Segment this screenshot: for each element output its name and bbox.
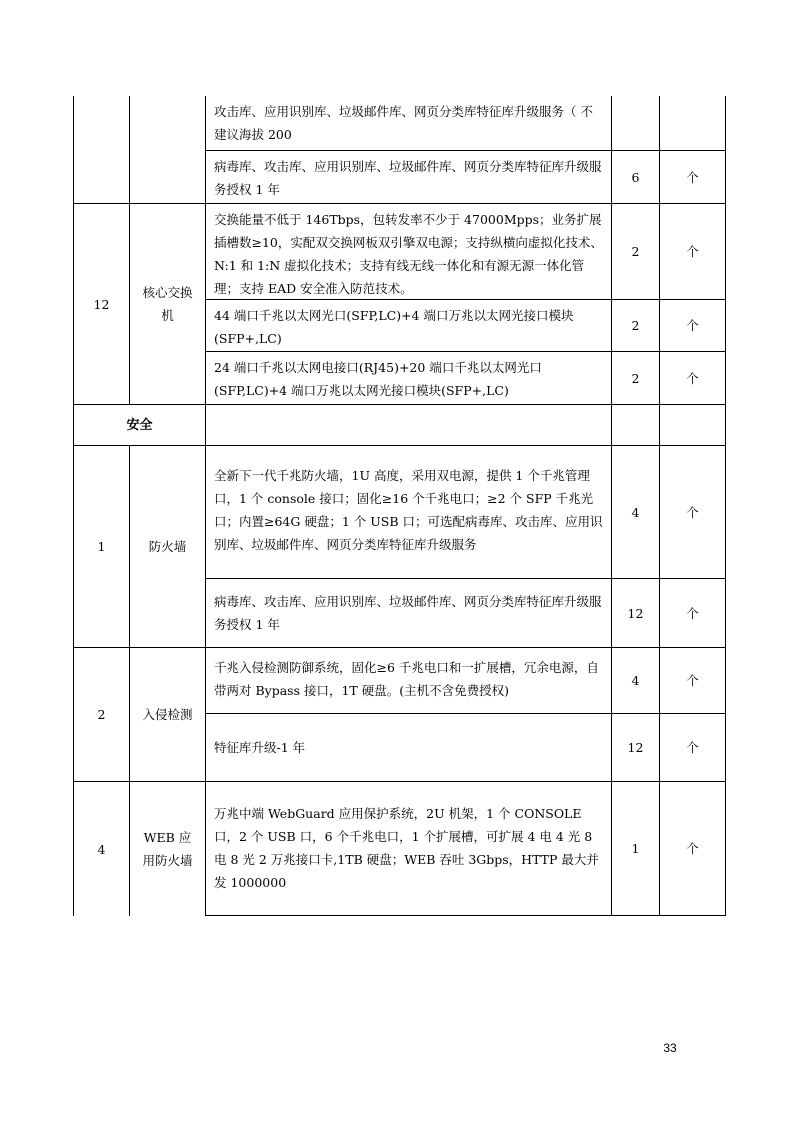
spec-description: 病毒库、攻击库、应用识别库、垃圾邮件库、网页分类库特征库升级服务授权 1 年: [214, 594, 602, 632]
quantity: 2: [631, 244, 640, 259]
unit: 个: [686, 318, 699, 333]
spec-description: 特征库升级-1 年: [214, 740, 306, 755]
unit: 个: [686, 673, 699, 688]
item-number: 4: [97, 841, 106, 857]
table-border-right: [725, 96, 726, 916]
quantity: 4: [631, 504, 640, 520]
spec-description: 攻击库、应用识别库、垃圾邮件库、网页分类库特征库升级服务（ 不建议海拔 200: [214, 104, 593, 142]
quantity: 6: [631, 169, 640, 185]
unit: 个: [686, 169, 699, 185]
spec-description: 千兆入侵检测防御系统，固化≥6 千兆电口和一扩展槽，冗余电源，自带两对 Bypass 接口，1T 硬盘。(主机不含免费授权): [214, 660, 599, 698]
item-name: 入侵检测: [142, 707, 193, 722]
item-name: WEB 应用防火墙: [142, 830, 193, 868]
spec-description: 44 端口千兆以太网光口(SFP,LC)+4 端口万兆以太网光接口模块(SFP+,LC): [214, 308, 574, 346]
quantity: 12: [627, 740, 644, 755]
section-heading: 安全: [126, 417, 153, 433]
spec-description: 24 端口千兆以太网电接口(RJ45)+20 端口千兆以太网光口(SFP,LC)+4 端口万兆以太网光接口模块(SFP+,LC): [214, 360, 542, 398]
spec-description: 全新下一代千兆防火墙，1U 高度，采用双电源，提供 1 个千兆管理口，1 个 console 接口；固化≥16 个千兆电口；≥2 个 SFP 千兆光口；内置≥64G 硬盘；1 个 USB 口；可选配病毒库、攻击库、应用识别库、垃圾邮件库、网页分类库特征库升级服务: [214, 468, 603, 552]
item-number: 1: [97, 539, 106, 554]
quantity: 1: [631, 841, 640, 856]
item-number: 12: [93, 296, 110, 312]
quantity: 12: [627, 605, 644, 621]
page-number: 33: [663, 1041, 677, 1055]
item-name: 核心交换机: [142, 285, 193, 323]
row-line: [205, 915, 726, 916]
unit: 个: [686, 244, 699, 259]
spec-description: 交换能量不低于 146Tbps，包转发率不少于 47000Mpps；业务扩展插槽数≥10，实配双交换网板双引擎双电源；支持纵横向虚拟化技术、N:1 和 1:N 虚拟化技术；支持有线无线一体化和有源无源一体化管理；支持 EAD 安全准入防范技术。: [214, 212, 603, 296]
unit: 个: [686, 370, 699, 386]
unit: 个: [686, 605, 699, 621]
unit: 个: [686, 841, 699, 856]
quantity: 2: [631, 370, 640, 386]
spec-description: 病毒库、攻击库、应用识别库、垃圾邮件库、网页分类库特征库升级服务授权 1 年: [214, 159, 602, 197]
quantity: 2: [631, 318, 640, 333]
quantity: 4: [631, 673, 640, 688]
unit: 个: [686, 740, 699, 755]
item-name: 防火墙: [148, 539, 187, 554]
spec-description: 万兆中端 WebGuard 应用保护系统，2U 机架，1 个 CONSOLE 口，2 个 USB 口，6 个千兆电口，1 个扩展槽，可扩展 4 电 4 光 8 电 8 光 2 万兆接口卡,1TB 硬盘；WEB 吞吐 3Gbps，HTTP 最大并发 1000000: [214, 806, 599, 890]
item-number: 2: [97, 707, 106, 722]
unit: 个: [686, 504, 699, 520]
